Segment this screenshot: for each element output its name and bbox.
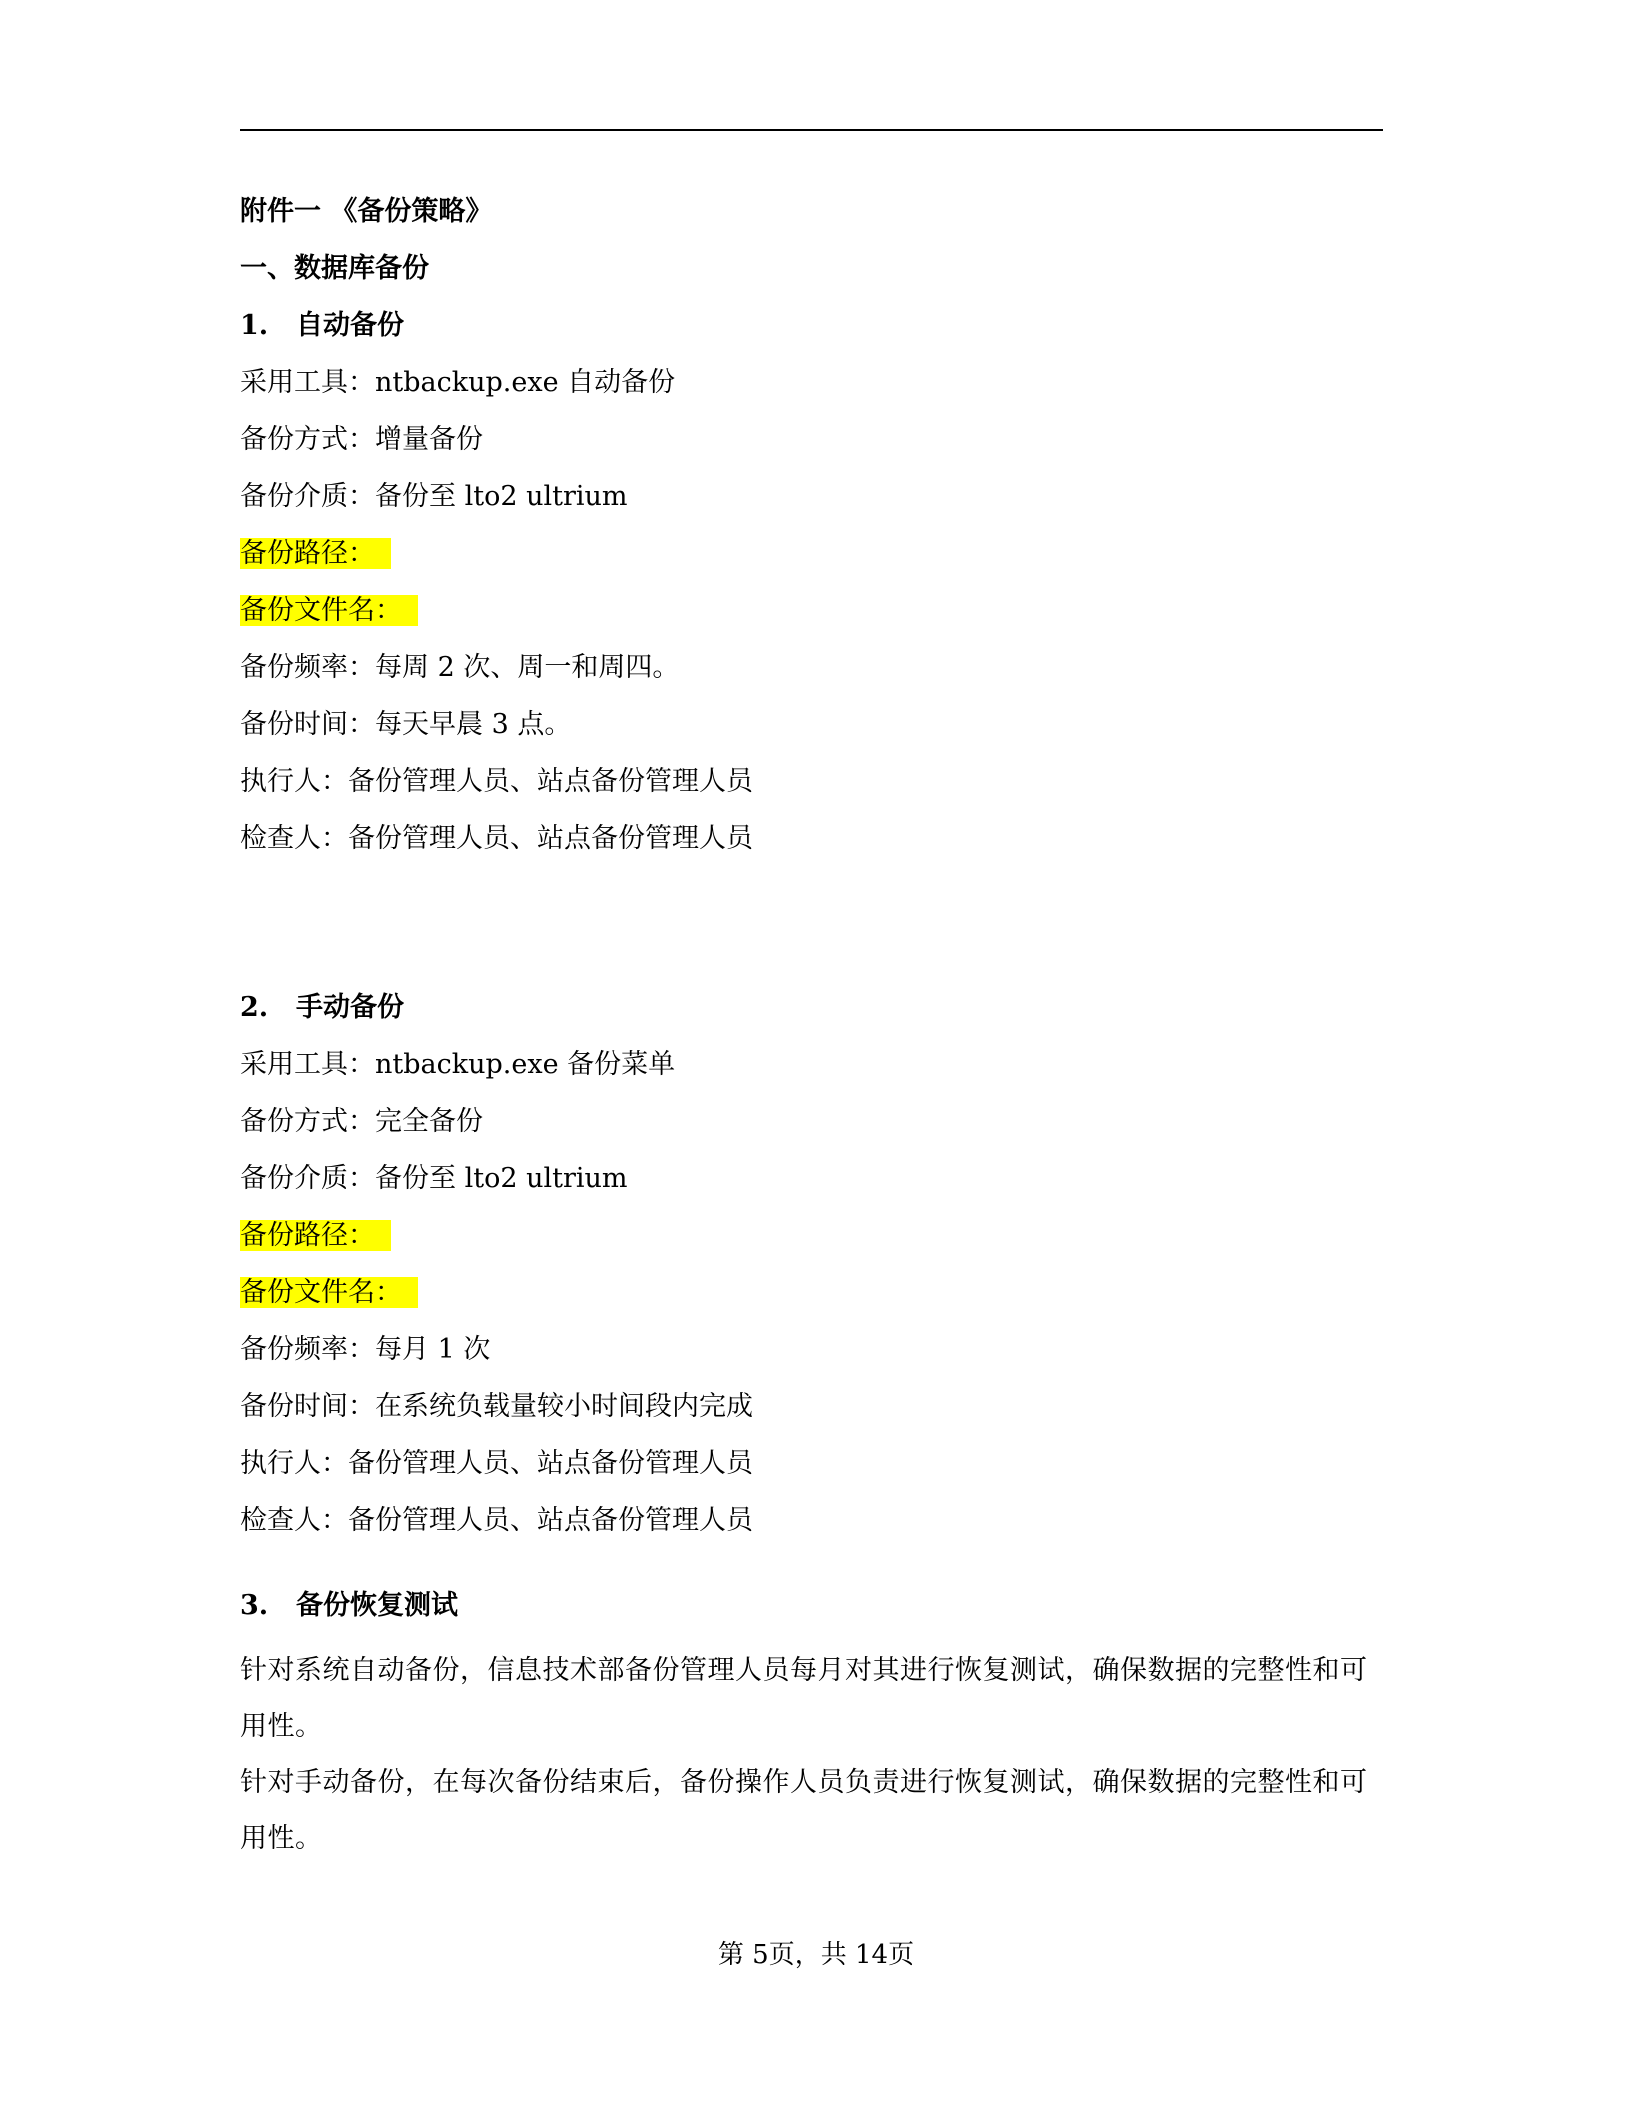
auto-backup-time: 备份时间：每天早晨 3 点。 xyxy=(240,709,572,740)
subsection-manual-backup-heading xyxy=(240,988,1383,1045)
manual-backup-tool: 采用工具：ntbackup.exe 备份菜单 xyxy=(240,1049,676,1080)
manual-backup-frequency: 备份频率：每月 1 次 xyxy=(240,1334,491,1365)
section-title: 一、数据库备份 xyxy=(240,253,429,284)
subsection-title: 手动备份 xyxy=(296,992,404,1023)
subsection-title: 自动备份 xyxy=(296,310,404,341)
document-body xyxy=(240,192,1383,1867)
section-gap xyxy=(240,1558,1383,1586)
attachment-title: 附件一 《备份策略》 xyxy=(240,196,493,227)
manual-backup-checker: 检查人：备份管理人员、站点备份管理人员 xyxy=(240,1505,753,1536)
manual-backup-filename: 备份文件名： xyxy=(240,1277,418,1308)
auto-backup-frequency: 备份频率：每周 2 次、周一和周四。 xyxy=(240,652,680,683)
header-rule xyxy=(240,129,1383,131)
manual-backup-time: 备份时间：在系统负载量较小时间段内完成 xyxy=(240,1391,753,1422)
restore-test-paragraph-2: 针对手动备份，在每次备份结束后，备份操作人员负责进行恢复测试，确保数据的完整性和可用性。 xyxy=(240,1767,1368,1854)
auto-backup-path: 备份路径： xyxy=(240,538,391,569)
auto-backup-method: 备份方式：增量备份 xyxy=(240,424,483,455)
auto-backup-filename: 备份文件名： xyxy=(240,595,418,626)
page-footer: 第 5页，共 14页 xyxy=(717,1940,915,1970)
subsection-number: 3. xyxy=(240,1590,269,1621)
subsection-title: 备份恢复测试 xyxy=(296,1590,458,1621)
manual-backup-path: 备份路径： xyxy=(240,1220,391,1251)
manual-backup-executor: 执行人：备份管理人员、站点备份管理人员 xyxy=(240,1448,753,1479)
auto-backup-executor: 执行人：备份管理人员、站点备份管理人员 xyxy=(240,766,753,797)
auto-backup-tool: 采用工具：ntbackup.exe 自动备份 xyxy=(240,367,676,398)
subsection-restore-test-heading xyxy=(240,1586,1383,1643)
section-gap xyxy=(240,876,1383,988)
manual-backup-media: 备份介质：备份至 lto2 ultrium xyxy=(240,1163,628,1194)
restore-test-paragraph-1: 针对系统自动备份，信息技术部备份管理人员每月对其进行恢复测试，确保数据的完整性和可用性。 xyxy=(240,1655,1368,1742)
subsection-number: 2. xyxy=(240,992,269,1023)
subsection-auto-backup-heading xyxy=(240,306,1383,363)
auto-backup-checker: 检查人：备份管理人员、站点备份管理人员 xyxy=(240,823,753,854)
auto-backup-media: 备份介质：备份至 lto2 ultrium xyxy=(240,481,628,512)
subsection-number: 1. xyxy=(240,310,269,341)
manual-backup-method: 备份方式：完全备份 xyxy=(240,1106,483,1137)
